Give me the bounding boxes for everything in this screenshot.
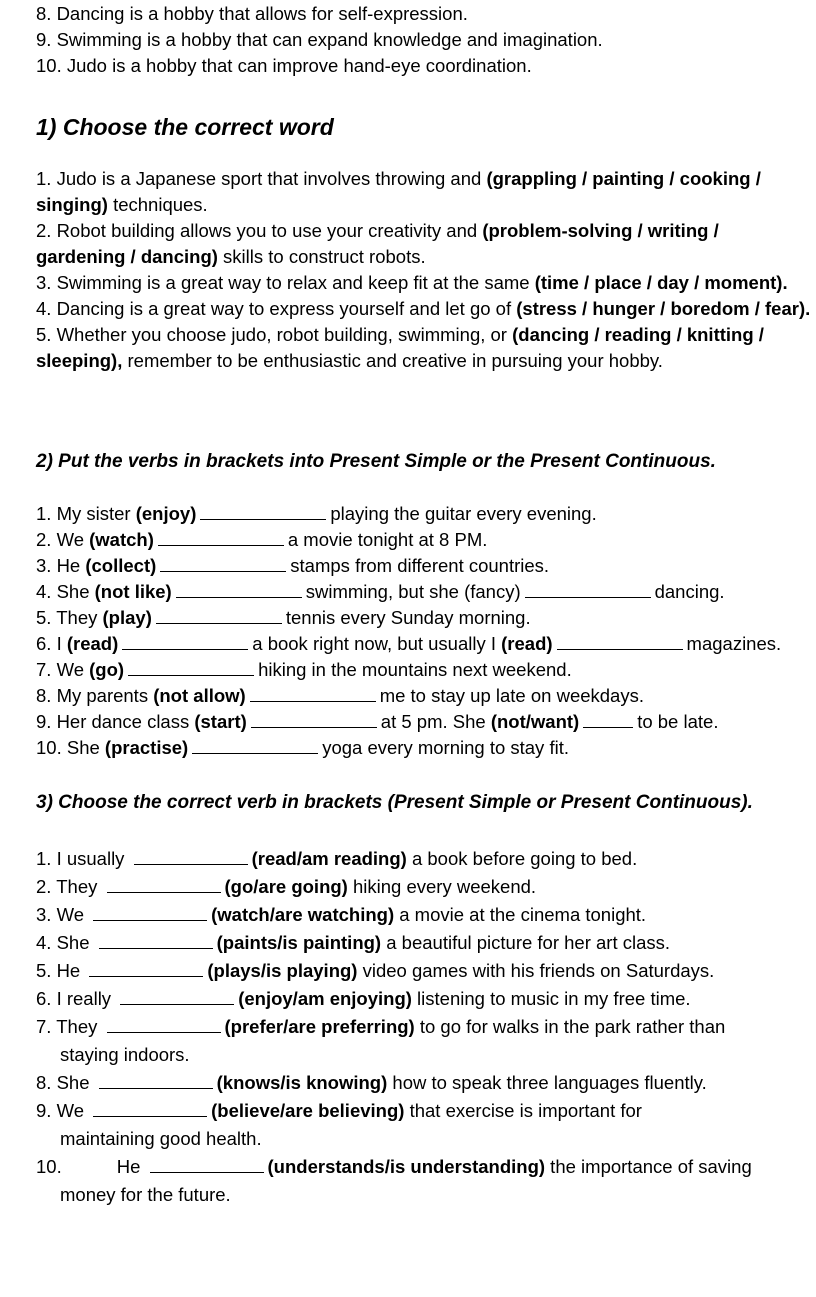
exercise-2-item: 2. We (watch) a movie tonight at 8 PM. xyxy=(36,529,488,550)
exercise-1-item: 5. Whether you choose judo, robot building, swimming, or (dancing / reading / knitting / sleeping), remember to be enthusiastic and creative in pursuing your hobby. xyxy=(36,324,764,371)
answer-blank[interactable] xyxy=(176,580,302,598)
answer-blank[interactable] xyxy=(251,710,377,728)
exercise-3-item-continuation: maintaining good health. xyxy=(60,1128,262,1149)
answer-blank[interactable] xyxy=(93,903,207,921)
answer-blank[interactable] xyxy=(557,632,683,650)
answer-blank[interactable] xyxy=(89,959,203,977)
exercise-3-item: 7. They (prefer/are preferring) to go for walks in the park rather than xyxy=(36,1016,726,1037)
answer-blank[interactable] xyxy=(122,632,248,650)
answer-blank[interactable] xyxy=(200,502,326,520)
answer-blank[interactable] xyxy=(107,1015,221,1033)
answer-blank[interactable] xyxy=(99,1071,213,1089)
exercise-3-item: 2. They (go/are going) hiking every weekend. xyxy=(36,876,537,897)
answer-blank[interactable] xyxy=(107,875,221,893)
exercise-3-item: 6. I really (enjoy/am enjoying) listening to music in my free time. xyxy=(36,988,691,1009)
answer-blank[interactable] xyxy=(250,684,376,702)
exercise-2-item: 4. She (not like) swimming, but she (fancy) dancing. xyxy=(36,581,725,602)
exercise-2-title: 2) Put the verbs in brackets into Present Simple or the Present Continuous. xyxy=(36,451,716,472)
exercise-2-item: 9. Her dance class (start) at 5 pm. She (not/want) to be late. xyxy=(36,711,719,732)
answer-blank[interactable] xyxy=(93,1099,207,1117)
answer-blank[interactable] xyxy=(150,1155,264,1173)
exercise-3-item: 10. He (understands/is understanding) the importance of saving xyxy=(36,1156,752,1177)
exercise-1 xyxy=(36,112,811,374)
exercise-3-item-continuation: money for the future. xyxy=(60,1184,231,1205)
exercise-2-item: 6. I (read) a book right now, but usually I (read) magazines. xyxy=(36,633,782,654)
exercise-3 xyxy=(36,790,811,1209)
exercise-1-title: 1) Choose the correct word xyxy=(36,114,334,140)
exercise-2-item: 8. My parents (not allow) me to stay up late on weekdays. xyxy=(36,685,644,706)
answer-blank[interactable] xyxy=(525,580,651,598)
answer-blank[interactable] xyxy=(156,606,282,624)
exercise-2-item: 10. She (practise) yoga every morning to stay fit. xyxy=(36,737,569,758)
exercise-3-item: 9. We (believe/are believing) that exercise is important for xyxy=(36,1100,642,1121)
exercise-1-item: 4. Dancing is a great way to express yourself and let go of (stress / hunger / boredom / fear). xyxy=(36,298,811,319)
answer-blank[interactable] xyxy=(158,528,284,546)
exercise-2-item: 3. He (collect) stamps from different countries. xyxy=(36,555,550,576)
exercise-1-item: 1. Judo is a Japanese sport that involves throwing and (grappling / painting / cooking / singing) techniques. xyxy=(36,168,761,215)
answer-blank[interactable] xyxy=(583,710,633,728)
exercise-2-item: 1. My sister (enjoy) playing the guitar every evening. xyxy=(36,503,597,524)
exercise-2-item: 7. We (go) hiking in the mountains next weekend. xyxy=(36,659,572,680)
answer-blank[interactable] xyxy=(192,736,318,754)
answer-blank[interactable] xyxy=(99,931,213,949)
top-list xyxy=(36,1,603,79)
list-item: 9. Swimming is a hobby that can expand knowledge and imagination. xyxy=(36,29,603,50)
answer-blank[interactable] xyxy=(134,847,248,865)
exercise-3-title: 3) Choose the correct verb in brackets (Present Simple or Present Continuous). xyxy=(36,792,753,813)
exercise-1-item: 2. Robot building allows you to use your creativity and (problem-solving / writing / gardening / dancing) skills to construct robots. xyxy=(36,220,719,267)
list-item: 10. Judo is a hobby that can improve hand-eye coordination. xyxy=(36,55,532,76)
exercise-3-item: 3. We (watch/are watching) a movie at the cinema tonight. xyxy=(36,904,647,925)
exercise-1-item: 3. Swimming is a great way to relax and keep fit at the same (time / place / day / moment). xyxy=(36,272,788,293)
answer-blank[interactable] xyxy=(128,658,254,676)
answer-blank[interactable] xyxy=(160,554,286,572)
answer-blank[interactable] xyxy=(120,987,234,1005)
exercise-3-item: 4. She (paints/is painting) a beautiful picture for her art class. xyxy=(36,932,671,953)
exercise-2 xyxy=(36,449,811,761)
exercise-2-item: 5. They (play) tennis every Sunday morning. xyxy=(36,607,531,628)
exercise-3-item-continuation: staying indoors. xyxy=(60,1044,190,1065)
exercise-3-item: 8. She (knows/is knowing) how to speak three languages fluently. xyxy=(36,1072,707,1093)
exercise-3-item: 5. He (plays/is playing) video games with his friends on Saturdays. xyxy=(36,960,715,981)
list-item: 8. Dancing is a hobby that allows for self-expression. xyxy=(36,3,468,24)
exercise-3-item: 1. I usually (read/am reading) a book before going to bed. xyxy=(36,848,638,869)
